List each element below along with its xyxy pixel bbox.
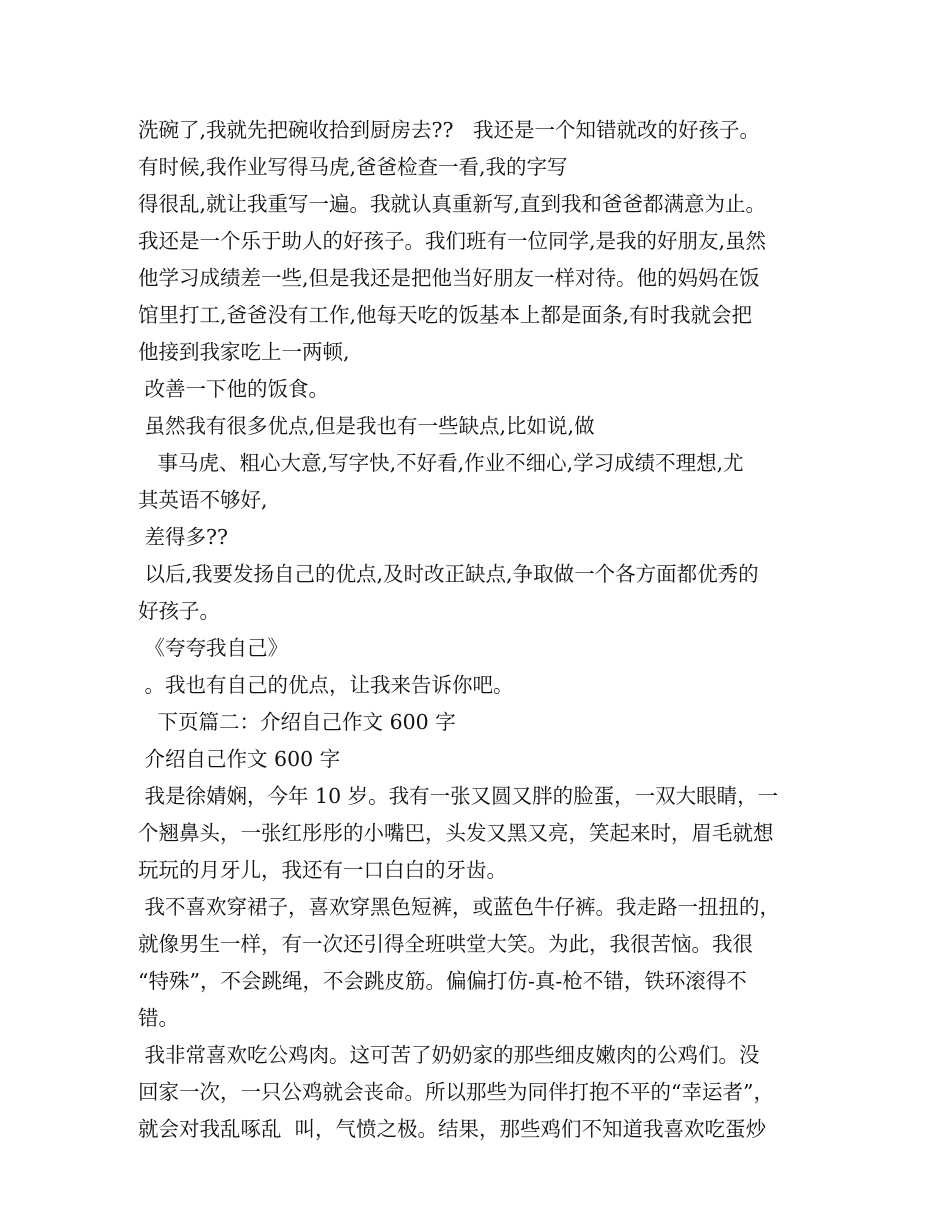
text-line: 个翘鼻头，一张红彤彤的小嘴巴，头发又黑又亮，笑起来时，眉毛就想: [138, 821, 774, 845]
text-line: 馆里打工,爸爸没有工作,他每天吃的饭基本上都是面条,有时我就会把: [138, 303, 753, 327]
text-line: 我还是一个乐于助人的好孩子。我们班有一位同学,是我的好朋友,虽然: [138, 229, 767, 253]
text-line: 他学习成绩差一些,但是我还是把他当好朋友一样对待。他的妈妈在饭: [138, 266, 760, 290]
text-line: 洗碗了,我就先把碗收拾到厨房去?? 我还是一个知错就改的好孩子。: [138, 118, 761, 142]
text-line: 差得多??: [138, 525, 228, 549]
text-line: 我不喜欢穿裙子，喜欢穿黑色短裤，或蓝色牛仔裤。我走路一扭扭的，: [138, 895, 781, 919]
text-line: 以后,我要发扬自己的优点,及时改正缺点,争取做一个各方面都优秀的: [138, 562, 759, 586]
text-line: 就会对我乱啄乱 叫，气愤之极。结果，那些鸡们不知道我喜欢吃蛋炒: [138, 1117, 767, 1141]
text-line: 事马虎、粗心大意,写字快,不好看,作业不细心,学习成绩不理想,尤: [138, 451, 744, 475]
text-line: 其英语不够好,: [138, 488, 268, 512]
text-line: 我是徐婧娴，今年 10 岁。我有一张又圆又胖的脸蛋，一双大眼睛，一: [138, 784, 779, 808]
text-line: “特殊”，不会跳绳，不会跳皮筋。偏偏打仿-真-枪不错，铁环滚得不: [138, 969, 747, 993]
text-line: 玩玩的月牙儿，我还有一口白白的牙齿。: [138, 858, 507, 882]
text-line: 错。: [138, 1006, 179, 1030]
text-line: 回家一次，一只公鸡就会丧命。所以那些为同伴打抱不平的“幸运者”，: [138, 1080, 774, 1104]
text-line: 。我也有自己的优点，让我来告诉你吧。: [138, 673, 514, 697]
text-line: 我非常喜欢吃公鸡肉。这可苦了奶奶家的那些细皮嫩肉的公鸡们。没: [138, 1043, 760, 1067]
body-text: [138, 112, 818, 1148]
text-line: 虽然我有很多优点,但是我也有一些缺点,比如说,做: [138, 414, 595, 438]
text-line: 《夸夸我自己》: [138, 636, 289, 660]
text-line: 得很乱,就让我重写一遍。我就认真重新写,直到我和爸爸都满意为止。: [138, 192, 767, 216]
section-heading: 下页篇二：介绍自己作文 600 字: [138, 710, 456, 734]
text-line: 就像男生一样，有一次还引得全班哄堂大笑。为此，我很苦恼。我很: [138, 932, 753, 956]
text-line: 他接到我家吃上一两顿,: [138, 340, 350, 364]
text-line: 好孩子。: [138, 599, 220, 623]
essay-title: 介绍自己作文 600 字: [138, 747, 341, 771]
text-line: 有时候,我作业写得马虎,爸爸检查一看,我的字写: [138, 155, 568, 179]
text-line: 改善一下他的饭食。: [138, 377, 330, 401]
